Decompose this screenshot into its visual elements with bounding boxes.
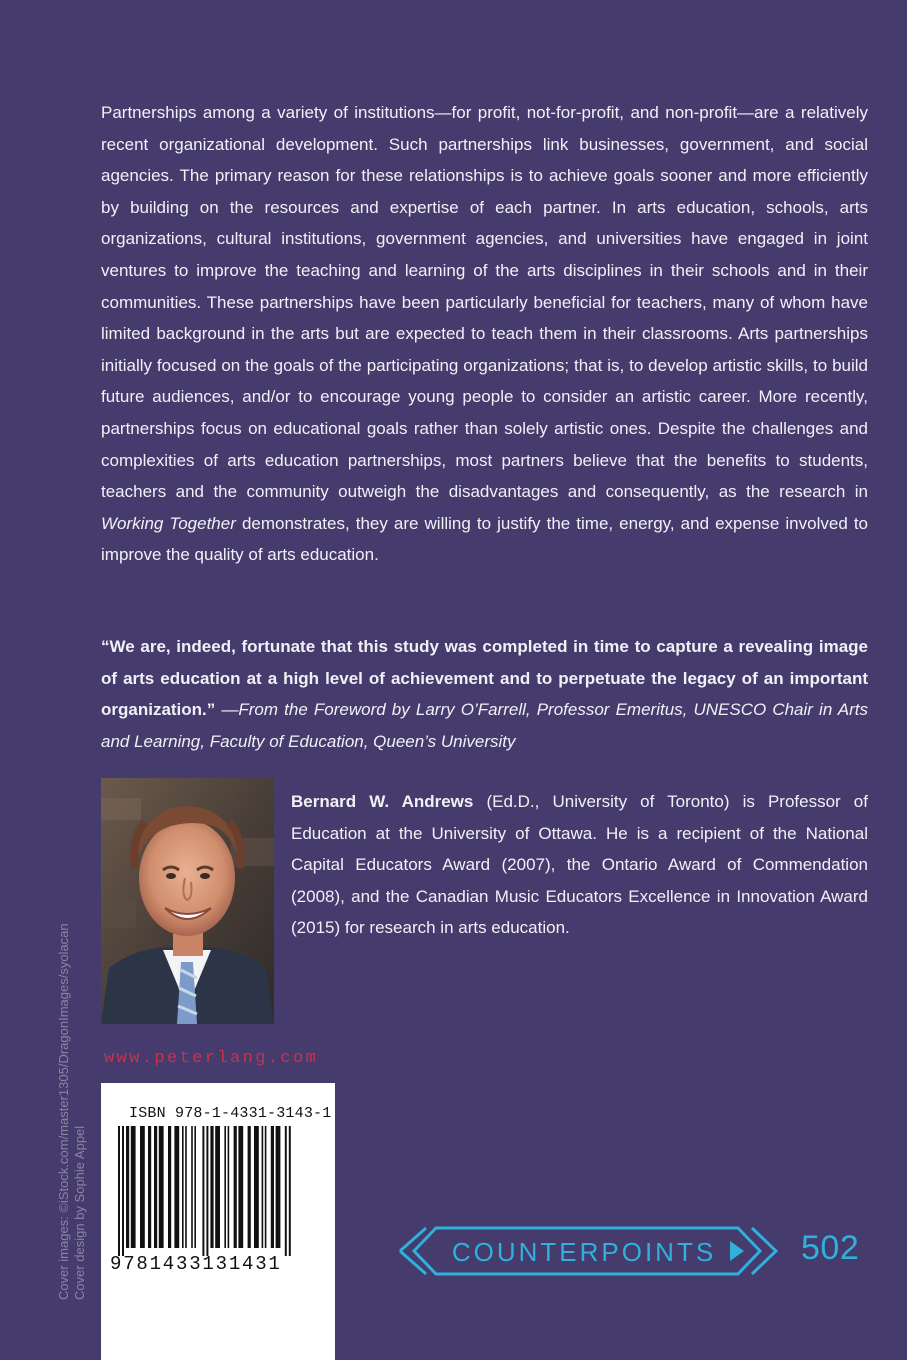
counterpoints-series-logo	[396, 1222, 778, 1280]
cover-design-credit: Cover design by Sophie Appel	[72, 1125, 87, 1300]
isbn-label: ISBN 978-1-4331-3143-1	[129, 1105, 332, 1122]
publisher-url[interactable]: www.peterlang.com	[104, 1049, 319, 1068]
series-logo-text: COUNTERPOINTS	[451, 1237, 717, 1267]
author-name: Bernard W. Andrews	[291, 792, 474, 811]
cover-images-credit: Cover images: ©iStock.com/master1305/DragonImages/syolacan	[56, 923, 71, 1300]
author-bio	[291, 786, 868, 944]
series-number: 502	[801, 1229, 860, 1267]
book-title: Working Together	[101, 513, 236, 533]
blurb-text: Partnerships among a variety of institutions—for profit, not-for-profit, and non-profit—are a relatively recent organizational development. Such partnerships link businesses, government, and social agencies. The primary reason for these relationships is to achieve goals sooner and more efficiently by building on the resources and expertise of each partner. In arts education, schools, arts organizations, cultural institutions, government agencies, and universities have engaged in joint ventures to improve the teaching and learning of the arts disciplines in their schools and in their communities. These partnerships have been particularly beneficial for teachers, many of whom have limited background in the arts but are expected to teach them in their classrooms. Arts partnerships initially focused on the goals of the participating organizations; that is, to develop artistic skills, to build future audiences, and/or to encourage young people to consider an artistic career. More recently, partnerships focus on educational goals rather than solely artistic ones. Despite the challenges and complexities of arts education partnerships, most partners believe that the benefits to students, teachers and the community outweigh the disadvantages and consequently, as the research in	[101, 103, 868, 502]
cover-credits	[56, 800, 88, 1300]
barcode	[116, 1126, 321, 1256]
ean-digits: 9781433131431	[110, 1253, 282, 1275]
author-bio-text: (Ed.D., University of Toronto) is Professor of Education at the University of Ottawa. He is a recipient of the National Capital Educators Award (2007), the Ontario Award of Commendation (2008), and the Canadian Music Educators Excellence in Innovation Award (2015) for research in arts education.	[291, 792, 868, 938]
back-cover-blurb	[101, 97, 868, 571]
quote-text: “We are, indeed, fortunate that this study was completed in time to capture a revealing image of arts education at a high level of achievement and to perpetuate the legacy of an important organization.”	[101, 637, 868, 720]
foreword-quote	[101, 631, 868, 757]
quote-attribution: —From the Foreword by Larry O’Farrell, Professor Emeritus, UNESCO Chair in Arts and Learning, Faculty of Education, Queen’s University	[101, 700, 868, 751]
blurb-text-end: demonstrates, they are willing to justify the time, energy, and expense involved to improve the quality of arts education.	[101, 513, 869, 565]
author-photo	[101, 778, 274, 1024]
